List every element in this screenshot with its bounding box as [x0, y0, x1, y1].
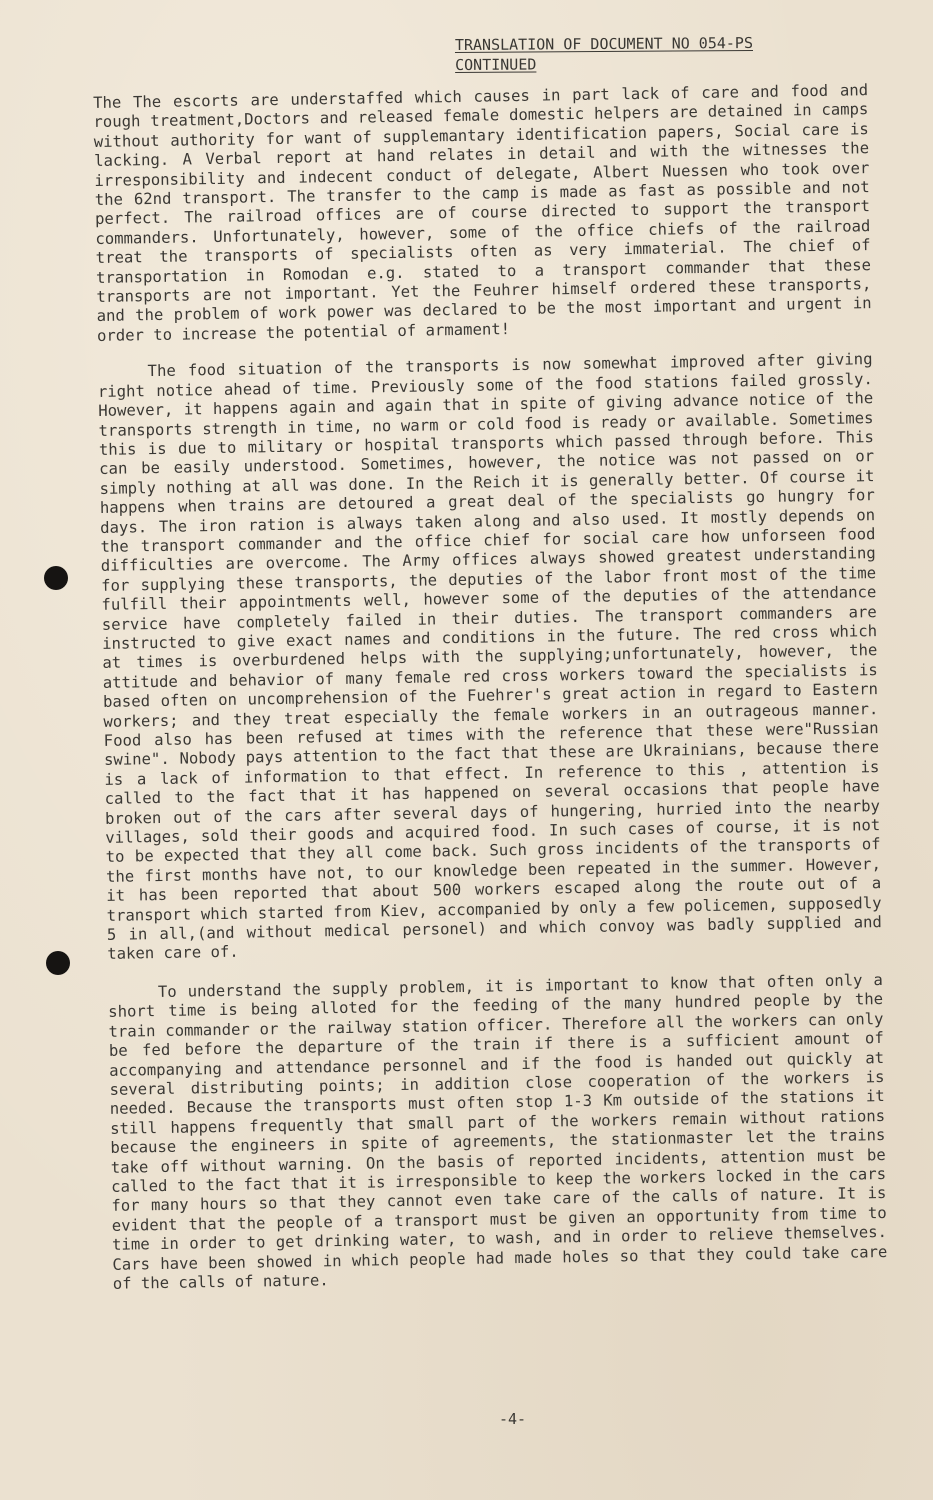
document-header	[455, 33, 753, 75]
paragraph-escorts: The The escorts are understaffed which causes in part lack of care and food and rough treatment,Doctors and released female domestic helpers are detained in camps without authority for want of supplemantary identification papers, Social care is lacking. A Verbal report at hand relates in detail and with the witnesses the irresponsibility and indecent conduct of delegate, Albert Nuessen who took over the 62nd transport. The transfer to the camp is made as fast as possible and not perfect. The railroad offices are of course directed to support the transport commanders. Unfortunately, however, some of the office chiefs of the railroad treat the transports of specialists often as very immaterial. The chief of transportation in Romodan e.g. stated to a transport commander that these transports are not important. Yet the Feuhrer himself ordered these transports, and the problem of work power was declared to be the most important and urgent in order to increase the potential of armament!	[93, 81, 872, 345]
page-number-text: -4-	[498, 1410, 527, 1428]
document-body	[93, 81, 888, 1294]
paragraph-food-situation: The food situation of the transports is now somewhat improved after giving right notice ahead of time. Previously some of the food stations failed grossly. However, it happens again and again that in spite of giving advance notice of the transports strength in time, no warm or cold food is ready or available. Sometimes this is due to military or hospital transports which passed through before. This can be easily understood. Sometimes, however, the notice was not passed on or simply nothing at all was done. In the Reich it is generally better. Of course it happens when trains are detoured a great deal of the specialists go hungry for days. The iron ration is always taken along and also used. It mostly depends on the transport commander and the office chief for social care how unforseen food difficulties are overcome. The Army offices always showed greatest understanding for supplying these transports, the deputies of the labor front most of the time fulfill their appointments well, however some of the deputies of the attendance service have completely failed in their duties. The transport commanders are instructed to give exact names and conditions in the future. The red cross which at times is overburdened helps with the supplying;unfortunately, however, the attitude and behavior of many female red cross workers toward the specialists is based often on uncomprehension of the Fuehrer's great action in regard to Eastern workers; and they treat especially the female workers in an outrageous manner. Food also has been refused at times with the reference that these were"Russian swine". Nobody pays attention to the fact that these are Ukrainians, because there is a lack of information to that effect. In reference to this , attention is called to the fact that it has happened on several occasions that people have broken out of the cars after several days of hungering, hurried into the nearby villages, sold their goods and acquired food. In such cases of course, it is not to be expected that they all come back. Such gross incidents of the transports of the first months have not, to our knowledge been repeated in the summer. However, it has been reported that about 500 workers escaped along the route out of a transport which started from Kiev, accompanied by only a few policemen, supposedly 5 in all,(and without medical personel) and which convoy was badly supplied and taken care of.	[97, 350, 882, 964]
paragraph-supply-problem: To understand the supply problem, it is important to know that often only a short time is being alloted for the feeding of the many hundred people by the train commander or the railway station officer. Therefore all the workers can only be fed before the departure of the train if there is a sufficient amount of accompanying and attendance personnel and if the food is handed out quickly at several distributing points; in addition close cooperation of the workers is needed. Because the transports must often stop 1-3 Km outside of the stations it still happens frequently that small part of the workers remain without rations because the engineers in spite of agreements, the stationmaster let the trains take off without warning. On the basis of reported incidents, attention must be called to the fact that it is irresponsible to keep the workers locked in the cars for many hours so that they cannot even take care of the calls of nature. It is evident that the people of a transport must be given an opportunity from time to time in order to get drinking water, to wash, and in order to relieve themselves. Cars have been showed in which people had made holes so that they could take care of the calls of nature.	[108, 970, 888, 1293]
punch-hole-bottom	[46, 951, 70, 975]
punch-hole-top	[44, 566, 68, 590]
header-title: TRANSLATION OF DOCUMENT NO 054-PS	[454, 33, 754, 55]
header-continued: CONTINUED	[455, 55, 537, 75]
page-number	[0, 1410, 933, 1428]
